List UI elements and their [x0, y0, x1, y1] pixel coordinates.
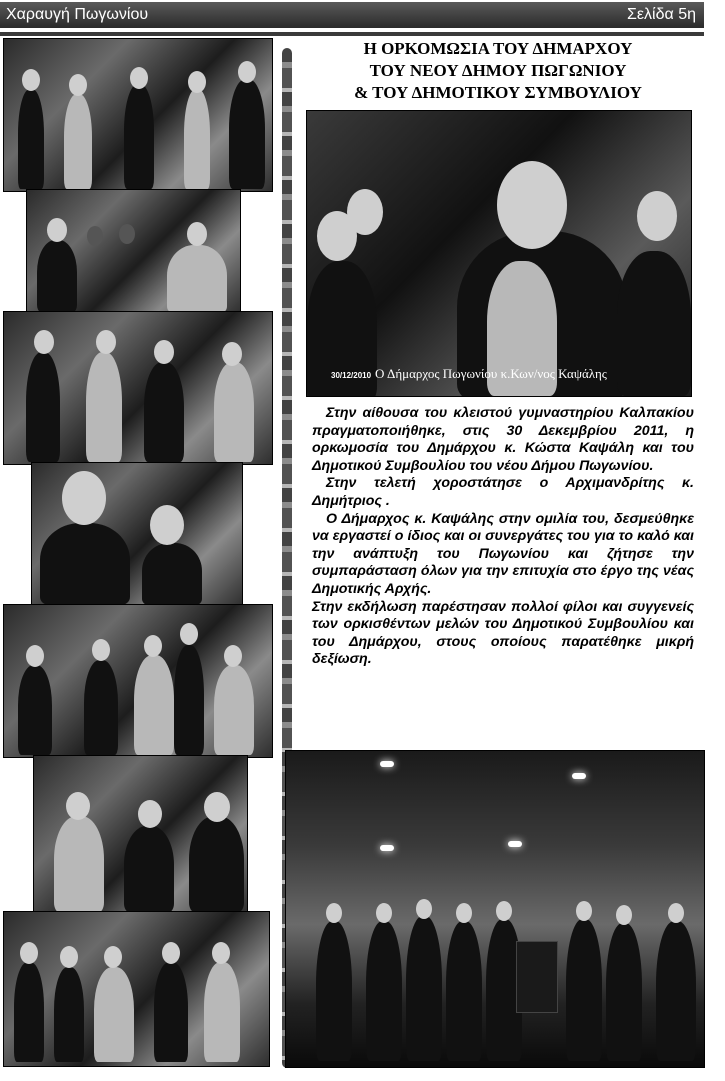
- photo-dancing-group: [3, 38, 273, 192]
- photo-table-guests: [26, 189, 241, 314]
- article-paragraph: Στην εκδήλωση παρέστησαν πολλοί φίλοι και συγγενείς των ορκισθέντων μελών του Δημοτικού Συμβουλίου και του Δημάρχου, στους οποίους παρατέθηκε μικρή δεξίωση.: [312, 598, 694, 668]
- photo-dancing-circle: [3, 604, 273, 758]
- photo-dancers-stage: [3, 911, 270, 1067]
- title-line-1: Η ΟΡΚΟΜΩΣΙΑ ΤΟΥ ΔΗΜΑΡΧΟΥ: [363, 39, 633, 58]
- photo-man-and-boy: [31, 462, 243, 607]
- article-title: [306, 38, 690, 104]
- photo-mayor-speech: [306, 110, 692, 397]
- article-paragraph: Στην αίθουσα του κλειστού γυμναστηρίου Καλπακίου πραγματοποιήθηκε, στις 30 Δεκεμβρίου 2011, η ορκωμοσία του Δημάρχου κ. Κώστα Καψάλη και του Δημοτικού Συμβουλίου του νέου Δήμου Πωγωνίου.: [312, 405, 694, 474]
- page-number: Σελίδα 5η: [627, 6, 696, 23]
- main-photo-caption-text: Ο Δήμαρχος Πωγωνίου κ.Κων/νος Καψάλης: [375, 366, 607, 381]
- article-paragraph: Ο Δήμαρχος κ. Καψάλης στην ομιλία του, δεσμεύθηκε να εργαστεί ο ίδιος και οι συνεργάτες του για το καλό και την ανάπτυξη του Πωγωνίου και ζήτησε την συμπαράσταση όλων για την επιτυχία στο έργο της νέας Δημοτικής Αρχής.: [312, 510, 694, 597]
- main-photo-date: 30/12/2010: [331, 371, 372, 380]
- page-header: [0, 0, 704, 36]
- photo-council-hall: [285, 750, 705, 1068]
- title-line-2: ΤΟΥ ΝΕΟΥ ΔΗΜΟΥ ΠΩΓΩΝΙΟΥ: [369, 61, 627, 80]
- main-photo-caption: [331, 366, 607, 382]
- article-body: [312, 405, 694, 669]
- publication-name: Χαραυγή Πωγωνίου: [6, 6, 149, 23]
- title-line-3: & ΤΟΥ ΔΗΜΟΤΙΚΟΥ ΣΥΜΒΟΥΛΙΟΥ: [354, 83, 642, 102]
- photo-dancers-hall: [3, 311, 273, 465]
- article-paragraph: Στην τελετή χοροστάτησε ο Αρχιμανδρίτης κ. Δημήτριος .: [312, 475, 694, 509]
- photo-family-table: [33, 755, 248, 914]
